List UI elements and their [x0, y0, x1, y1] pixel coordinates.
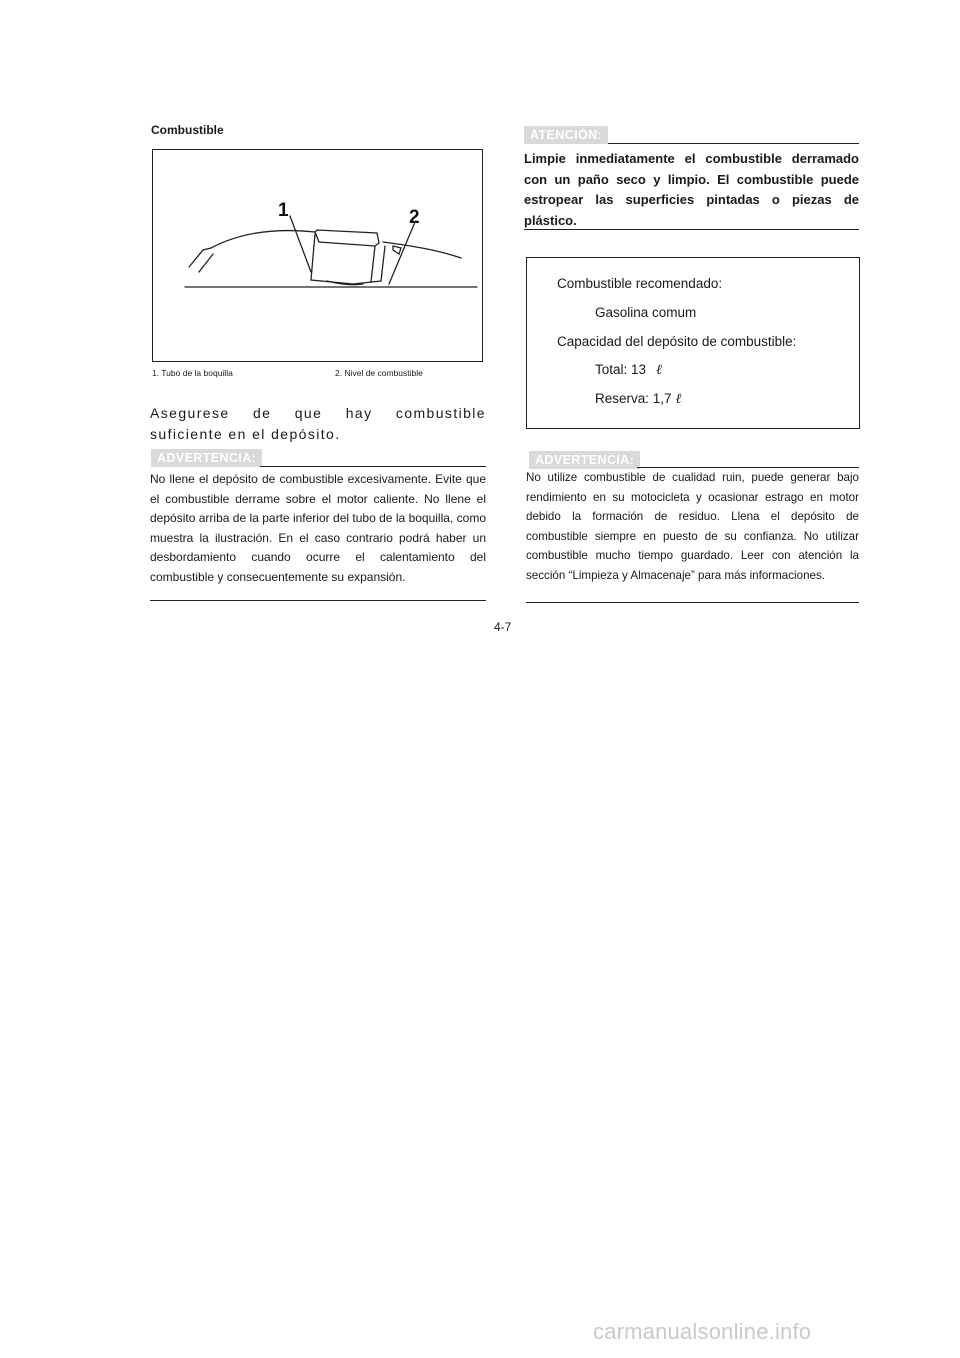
tank-total	[595, 362, 662, 379]
warning-badge-right: ADVERTENCIA:	[529, 451, 640, 469]
warning-bottom-rule-right	[526, 602, 859, 603]
litre-symbol: ℓ	[675, 391, 682, 407]
warning-badge: ADVERTENCIA:	[151, 449, 262, 467]
attention-rule	[608, 143, 859, 144]
watermark: carmanualsonline.info	[593, 1319, 812, 1344]
caption-nozzle-tube: 1. Tubo de la boquilla	[152, 368, 233, 378]
fuel-check-text: Asegurese de que hay combustible suficiente en el depósito.	[150, 405, 486, 442]
section-title: Combustible	[151, 123, 224, 137]
tank-reserve	[595, 391, 681, 408]
callout-2: 2	[409, 207, 420, 228]
fuel-spec-box	[526, 257, 860, 429]
warning-bottom-rule	[150, 600, 486, 601]
tank-reserve-value: Reserva: 1,7	[595, 391, 672, 406]
callout-1: 1	[278, 200, 289, 221]
tank-capacity-label: Capacidad del depósito de combustible:	[557, 334, 797, 349]
fuel-type-value: Gasolina comum	[595, 305, 697, 320]
warning-rule	[260, 466, 486, 467]
page-number: 4-7	[494, 620, 512, 634]
attention-text: Limpie inmediatamente el combustible derramado con un paño seco y limpio. El combustible puede estropear las superficies pintadas o piezas de plástico.	[524, 151, 859, 228]
caption-fuel-level: 2. Nivel de combustible	[335, 368, 423, 378]
attention-bottom-rule	[524, 229, 859, 230]
fuel-tank-drawing	[153, 150, 484, 363]
fuel-type-label: Combustible recomendado:	[557, 276, 723, 291]
warning-text: No llene el depósito de combustible excesivamente. Evite que el combustible derrame sobre el motor caliente. No llene el depósito arriba de la parte inferior del tubo de la boquilla, como muestra la ilustración. En el caso contrario podrá haber un desbordamiento cuando ocurre el calentamiento del combustible y consecuentemente su expansión.	[150, 472, 486, 584]
litre-symbol: ℓ	[656, 362, 662, 378]
tank-total-value: Total: 13	[595, 362, 647, 377]
warning-text-right: No utilize combustible de cualidad ruin, puede generar bajo rendimiento en su motocicleta y ocasionar estrago en motor debido la formación de residuo. Llena el depósito de combustible siempre en puesto de su confianza. No utilizar combustible mucho tiempo guardado. Leer con atención la sección “Limpieza y Almacenaje” para más informaciones.	[526, 471, 859, 582]
fuel-tank-illustration	[152, 149, 483, 362]
attention-badge: ATENCIÓN:	[524, 126, 608, 144]
